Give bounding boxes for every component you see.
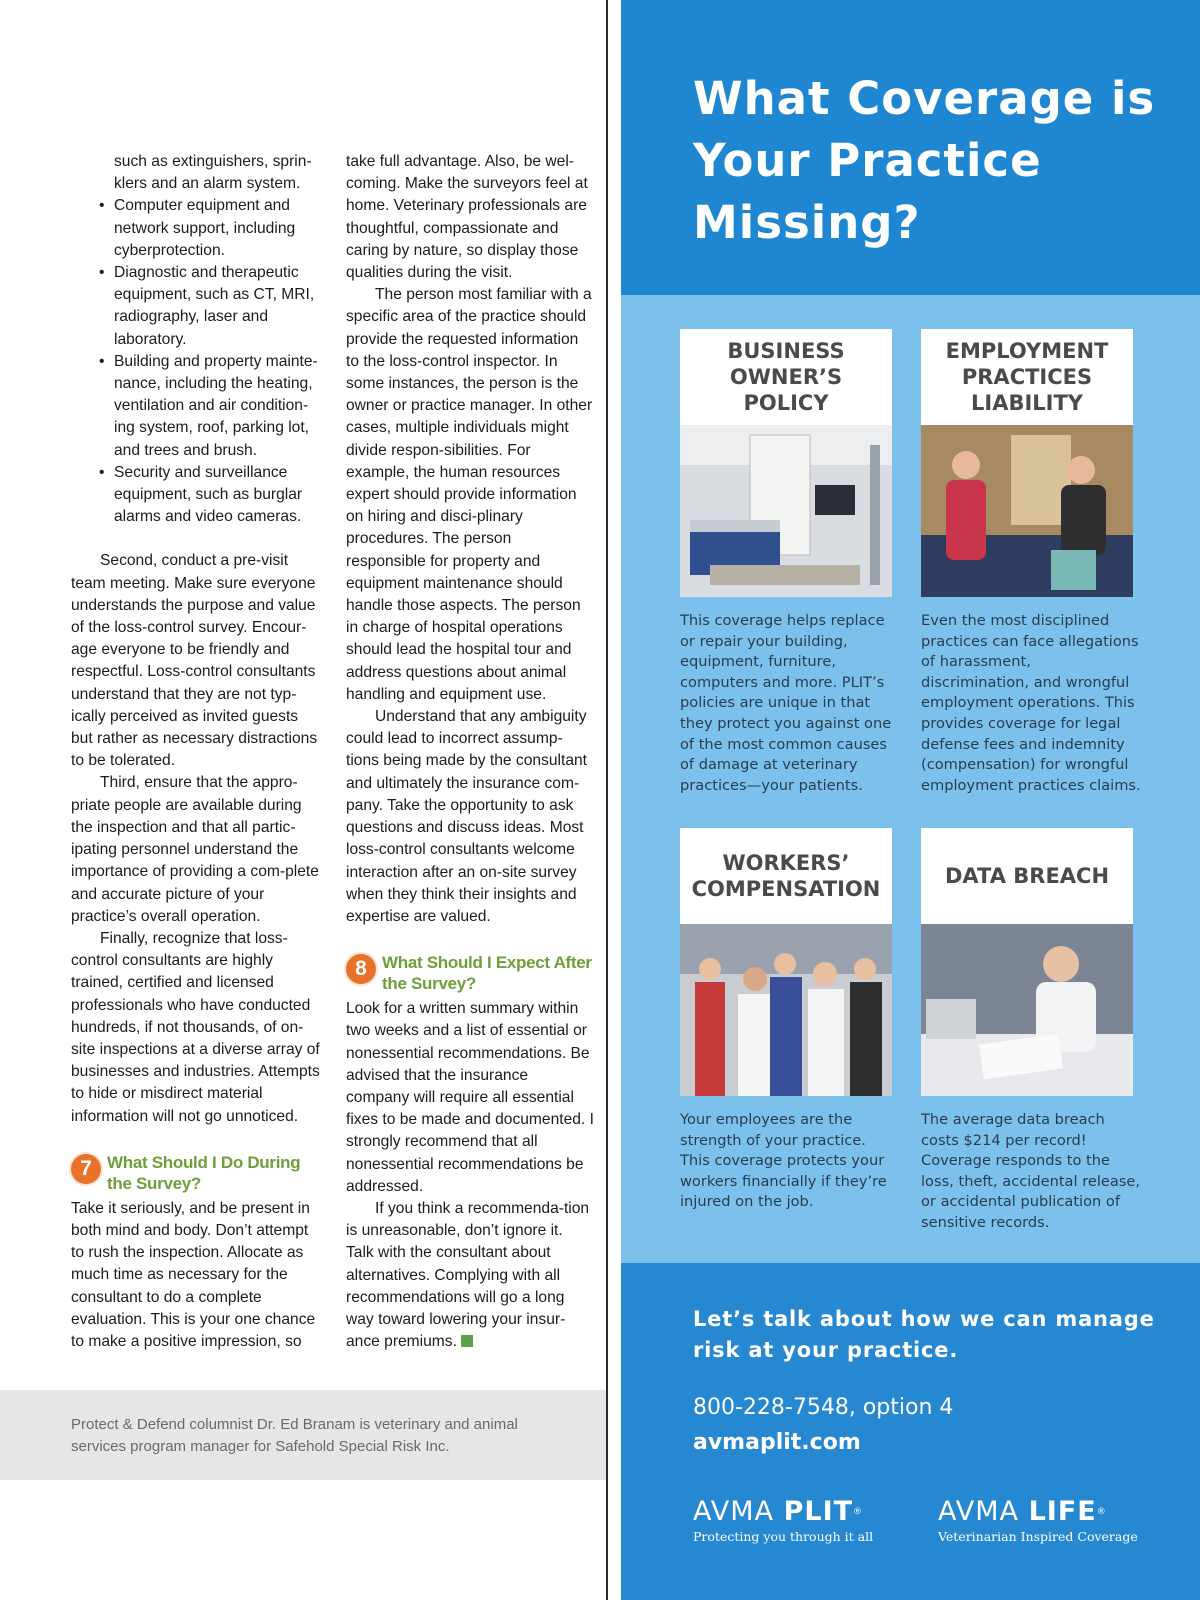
exam-room-illustration <box>680 425 892 597</box>
registered-mark: ® <box>1096 1507 1107 1517</box>
card-description: This coverage helps replace or repair your building, equipment, furniture, computers and more. PLIT’s policies are unique in that they protect you against one of the most common causes of damage at veterinary practices—your patients. <box>680 612 892 794</box>
body-paragraph: Look for a written summary within two weeks and a list of essential or nonessential recommendations. Be advised that the insurance company will require all essential fixes to be made and documented. I strongly recommend that all nonessential recommendations be addressed. <box>346 1000 594 1195</box>
logo-wordmark <box>693 1497 873 1527</box>
section-number-badge: 8 <box>346 954 376 984</box>
coverage-card-employment-practices-liability <box>921 329 1141 796</box>
list-item-continuation: klers and an alarm system. <box>114 175 301 193</box>
list-item: • Computer equipment and network support, including cyberprotection. <box>71 195 321 262</box>
list-item: • Security and surveillance equipment, such as burglar alarms and video cameras. <box>71 462 321 529</box>
body-paragraph: Understand that any ambiguity could lead to incorrect assump-tions being made by the consultant and ultimately the insurance com-pany. Take the opportunity to ask questions and discuss ideas. Most loss-control consultants welcome interaction after an on-site survey when they think their insights and expertise are valued. <box>346 708 587 925</box>
author-bio: Protect & Defend columnist Dr. Ed Branam is veterinary and animal services program manager for Safehold Special Risk Inc. <box>0 1390 606 1480</box>
list-item-continuation: such as extinguishers, sprin- <box>114 153 312 170</box>
section-heading-7 <box>71 1152 321 1194</box>
card-description: Your employees are the strength of your practice. This coverage protects your workers financially if they’re injured on the job. <box>680 1111 887 1211</box>
card-description: The average data breach costs $214 per record! Coverage responds to the loss, theft, accidental release, or accidental publication of sensitive records. <box>921 1111 1141 1231</box>
page-divider <box>606 0 608 1600</box>
coverage-card-data-breach <box>921 828 1141 1234</box>
end-of-article-mark-icon <box>461 1335 473 1347</box>
final-paragraph-text: If you think a recommenda-tion is unreasonable, don’t ignore it. Talk with the consultant about alternatives. Complying with all recommendations will go a long way toward lowering your insur-ance premiums. <box>346 1199 590 1351</box>
section-title: What Should I Do During the Survey? <box>107 1152 301 1193</box>
card-title: WORKERS’ COMPENSATION <box>680 828 892 924</box>
body-paragraph: take full advantage. Also, be wel-coming. Make the surveyors feel at home. Veterinary professionals are thoughtful, compassionate and caring by nature, so display those qualities during the visit. <box>346 153 588 282</box>
logo-prefix: AVMA <box>938 1496 1019 1527</box>
advertisement-page <box>621 0 1200 1600</box>
office-worker-illustration <box>921 924 1133 1096</box>
exam-room-photo <box>680 425 892 597</box>
card-title: BUSINESS OWNER’S POLICY <box>680 329 892 425</box>
website-link[interactable]: avmaplit.com <box>693 1430 861 1455</box>
registered-mark: ® <box>853 1507 864 1517</box>
staff-group-illustration <box>680 924 892 1096</box>
body-paragraph <box>346 1198 594 1353</box>
section-number-badge: 7 <box>71 1154 101 1184</box>
logo-name: PLIT <box>783 1496 854 1527</box>
article-column-2 <box>346 151 594 1353</box>
card-description: Even the most disciplined practices can face allegations of harassment, discrimination, and wrongful employment operations. This provides coverage for legal defense fees and indemnity (compensation) for wrongful employment practices claims. <box>921 612 1141 794</box>
meeting-illustration <box>921 425 1133 597</box>
logo-tagline: Protecting you through it all <box>693 1529 874 1544</box>
card-title: DATA BREACH <box>921 828 1133 924</box>
card-title: EMPLOYMENT PRACTICES LIABILITY <box>921 329 1133 425</box>
bullet-list <box>71 195 321 528</box>
body-paragraph: Take it seriously, and be present in both mind and body. Don’t attempt to rush the inspection. Allocate as much time as necessary for the consultant to do a complete evaluation. This is your one chance to make a positive impression, so <box>71 1199 316 1350</box>
body-paragraph: The person most familiar with a specific area of the practice should provide the requested information to the loss-control inspector. In some instances, the person is the owner or practice manager. In other cases, multiple individuals might divide respon-sibilities. For example, the human resources expert should provide information on hiring and disci-plinary procedures. The person responsible for property and equipment maintenance should handle those aspects. The person in charge of hospital operations should lead the hospital tour and address questions about animal handling and equipment use. <box>346 286 593 703</box>
section-title: What Should I Expect After the Survey? <box>382 953 592 994</box>
staff-group-photo <box>680 924 892 1096</box>
logo-tagline: Veterinarian Inspired Coverage <box>938 1529 1138 1544</box>
body-paragraph: Third, ensure that the appro-priate people are available during the inspection and that all partic-ipating personnel understand the importance of providing a com-plete and accurate picture of your practice’s overall operation. <box>71 774 319 925</box>
coverage-card-workers-compensation <box>680 828 892 1213</box>
list-item: • Diagnostic and therapeutic equipment, such as CT, MRI, radiography, laser and laboratory. <box>71 262 321 351</box>
ad-headline: What Coverage is Your Practice Missing? <box>693 72 1156 249</box>
article-column-1 <box>71 151 321 1353</box>
meeting-photo <box>921 425 1133 597</box>
phone-number[interactable]: 800-228-7548, option 4 <box>693 1395 954 1420</box>
logo-wordmark <box>938 1497 1138 1527</box>
call-to-action: Let’s talk about how we can manage risk at your practice. <box>693 1307 1155 1362</box>
list-item: • Building and property mainte-nance, including the heating, ventilation and air condition-ing system, roof, parking lot, and trees and brush. <box>71 351 321 462</box>
body-paragraph: Finally, recognize that loss-control consultants are highly trained, certified and licensed professionals who have conducted hundreds, if not thousands, of on-site inspections at a diverse array of businesses and industries. Attempts to hide or misdirect material information will not go unnoticed. <box>71 929 320 1125</box>
avma-life-logo <box>938 1497 1138 1545</box>
coverage-card-business-owners-policy <box>680 329 892 796</box>
body-paragraph: Second, conduct a pre-visit team meeting. Make sure everyone understands the purpose and value of the loss-control survey. Encour-age everyone to be friendly and respectful. Loss-control consultants understand that they are not typ-ically perceived as invited guests but rather as necessary distractions to be tolerated. <box>71 552 318 770</box>
section-heading-8 <box>346 952 594 994</box>
logo-prefix: AVMA <box>693 1496 774 1527</box>
logo-name: LIFE <box>1028 1496 1097 1527</box>
avma-plit-logo <box>693 1497 873 1545</box>
office-worker-photo <box>921 924 1133 1096</box>
